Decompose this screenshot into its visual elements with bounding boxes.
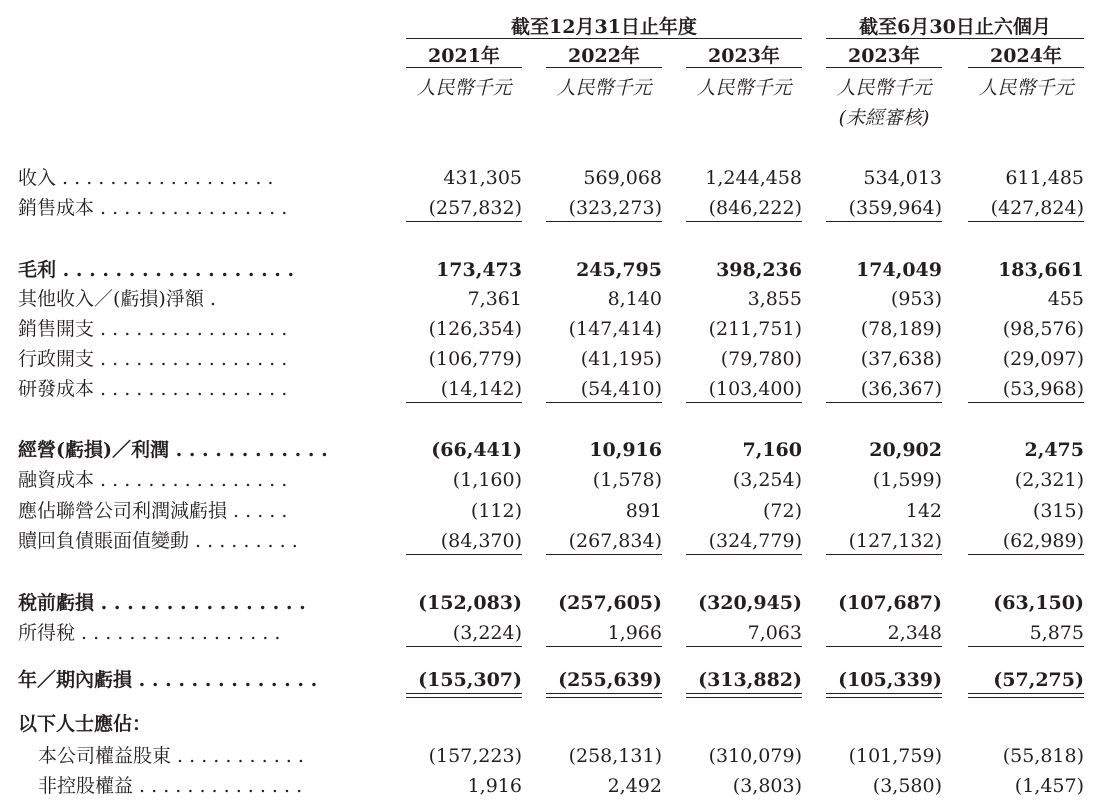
table-cell: 10,916 <box>589 439 662 461</box>
table-cell: (36,367) <box>860 378 942 400</box>
table-cell: 1,966 <box>607 622 662 644</box>
row-label-text: 融資成本 <box>18 469 95 491</box>
header-group-six-months-rule <box>826 38 1084 39</box>
table-cell: 431,305 <box>443 167 522 189</box>
row-label <box>18 287 216 311</box>
subtotal-underline <box>686 402 802 403</box>
subtotal-underline <box>546 554 662 555</box>
column-year-header: 2023年 <box>708 45 780 67</box>
subtotal-underline <box>406 402 522 403</box>
table-cell: 611,485 <box>1005 167 1084 189</box>
column-unit-note: (未經審核) <box>838 107 930 129</box>
column-year-header: 2021年 <box>428 45 500 67</box>
subtotal-underline <box>826 402 942 403</box>
row-label-text: 行政開支 <box>18 348 95 370</box>
row-leader-dots: . . . . . . . . . . . . . . . . . <box>75 622 281 644</box>
row-label <box>18 196 287 220</box>
table-cell: 8,140 <box>607 288 662 310</box>
table-cell: (98,576) <box>1002 318 1084 340</box>
table-cell: 142 <box>905 500 942 522</box>
table-cell: 7,063 <box>747 622 802 644</box>
subtotal-underline <box>686 646 802 647</box>
table-cell: 569,068 <box>583 167 662 189</box>
table-cell: (155,307) <box>418 669 522 691</box>
total-double-underline <box>826 693 942 698</box>
subtotal-underline <box>826 221 942 222</box>
header-group-six-months: 截至6月30日止六個月 <box>859 16 1051 38</box>
table-cell: (1,578) <box>592 469 662 491</box>
table-cell: (257,605) <box>558 592 662 614</box>
table-cell: 183,661 <box>998 259 1084 281</box>
table-cell: (1,160) <box>452 469 522 491</box>
table-cell: 534,013 <box>863 167 942 189</box>
table-cell: (157,223) <box>428 745 522 767</box>
row-label <box>18 499 287 523</box>
subtotal-underline <box>968 402 1084 403</box>
row-label <box>18 529 298 553</box>
table-cell: (29,097) <box>1002 348 1084 370</box>
column-header-rule <box>406 67 522 68</box>
table-cell: 7,160 <box>742 439 802 461</box>
table-cell: (315) <box>1032 500 1084 522</box>
table-cell: (63,150) <box>993 592 1084 614</box>
table-cell: 245,795 <box>576 259 662 281</box>
table-cell: 398,236 <box>716 259 802 281</box>
row-leader-dots: . . . . . . . . . . . <box>171 745 304 767</box>
table-cell: (106,779) <box>428 348 522 370</box>
column-unit: 人民幣千元 <box>978 77 1074 99</box>
table-cell: (127,132) <box>848 530 942 552</box>
row-leader-dots: . . . . . <box>227 500 288 522</box>
row-leader-dots: . . . . . . . . . . . . . . . . <box>94 469 288 491</box>
row-label-text: 銷售開支 <box>18 318 95 340</box>
subtotal-underline <box>406 646 522 647</box>
row-leader-dots: . <box>203 288 216 310</box>
table-cell: (3,803) <box>732 775 802 797</box>
column-unit: 人民幣千元 <box>836 77 932 99</box>
table-cell: (66,441) <box>431 439 522 461</box>
row-label <box>38 774 302 798</box>
row-leader-dots: . . . . . . . . . . . . . . . . <box>94 378 288 400</box>
subtotal-underline <box>968 554 1084 555</box>
table-cell: (313,882) <box>698 669 802 691</box>
row-label-text: 其他收入／(虧損)淨額 <box>18 288 204 310</box>
subtotal-underline <box>406 554 522 555</box>
row-leader-dots: . . . . . . . . . . . . . . . . . . <box>56 259 295 281</box>
row-label <box>18 621 280 645</box>
table-cell: (953) <box>890 288 942 310</box>
row-label-text: 收入 <box>18 167 57 189</box>
table-cell: 20,902 <box>869 439 942 461</box>
column-header-rule <box>826 67 942 68</box>
table-cell: (53,968) <box>1002 378 1084 400</box>
table-cell: 173,473 <box>436 259 522 281</box>
table-cell: (14,142) <box>440 378 522 400</box>
table-cell: (3,224) <box>452 622 522 644</box>
table-cell: (846,222) <box>708 197 802 219</box>
row-label <box>18 166 273 190</box>
row-leader-dots: . . . . . . . . . . . . . . . . <box>94 348 288 370</box>
row-leader-dots: . . . . . . . . . . . . . . <box>133 775 303 797</box>
subtotal-underline <box>686 221 802 222</box>
total-double-underline <box>546 693 662 698</box>
table-cell: 2,492 <box>607 775 662 797</box>
table-cell: 2,475 <box>1024 439 1084 461</box>
subtotal-underline <box>546 646 662 647</box>
table-cell: (359,964) <box>848 197 942 219</box>
row-label-text: 贖回負債賬面值變動 <box>18 530 190 552</box>
table-cell: (54,410) <box>580 378 662 400</box>
row-label <box>18 258 294 282</box>
table-cell: (1,457) <box>1014 775 1084 797</box>
row-label-text: 非控股權益 <box>38 775 134 797</box>
table-cell: 3,855 <box>747 288 802 310</box>
row-label <box>18 438 328 462</box>
row-leader-dots: . . . . . . . . . <box>189 530 298 552</box>
table-cell: (62,989) <box>1002 530 1084 552</box>
table-cell: (55,818) <box>1002 745 1084 767</box>
row-leader-dots: . . . . . . . . . . . . . . . . <box>94 318 288 340</box>
total-double-underline <box>968 693 1084 698</box>
table-cell: 1,916 <box>467 775 522 797</box>
row-leader-dots: . . . . . . . . . . . . . . . . <box>94 197 288 219</box>
column-year-header: 2024年 <box>990 45 1062 67</box>
column-unit: 人民幣千元 <box>416 77 512 99</box>
table-cell: (101,759) <box>848 745 942 767</box>
table-cell: (105,339) <box>838 669 942 691</box>
table-cell: (3,254) <box>732 469 802 491</box>
header-group-fiscal-year-rule <box>406 38 802 39</box>
column-unit: 人民幣千元 <box>556 77 652 99</box>
table-cell: 5,875 <box>1029 622 1084 644</box>
table-cell: (257,832) <box>428 197 522 219</box>
table-cell: (152,083) <box>418 592 522 614</box>
table-cell: 2,348 <box>887 622 942 644</box>
total-double-underline <box>686 693 802 698</box>
table-cell: (323,273) <box>568 197 662 219</box>
table-cell: (3,580) <box>872 775 942 797</box>
row-label-text: 研發成本 <box>18 378 95 400</box>
table-cell: (147,414) <box>568 318 662 340</box>
table-cell: 174,049 <box>856 259 942 281</box>
subtotal-underline <box>686 554 802 555</box>
row-label-text: 所得稅 <box>18 622 76 644</box>
subtotal-underline <box>546 402 662 403</box>
table-cell: 7,361 <box>467 288 522 310</box>
row-label-text: 本公司權益股東 <box>38 745 172 767</box>
subtotal-underline <box>546 221 662 222</box>
row-label-text: 稅前虧損 <box>18 592 95 614</box>
row-label-text: 銷售成本 <box>18 197 95 219</box>
row-leader-dots: . . . . . . . . . . . . . . . . <box>94 592 306 614</box>
table-cell: (78,189) <box>860 318 942 340</box>
table-cell: (427,824) <box>990 197 1084 219</box>
table-cell: (255,639) <box>558 669 662 691</box>
row-leader-dots: . . . . . . . . . . . . . . . . . . <box>56 167 274 189</box>
table-cell: (41,195) <box>580 348 662 370</box>
table-cell: 455 <box>1047 288 1084 310</box>
table-cell: (324,779) <box>708 530 802 552</box>
row-label <box>18 317 287 341</box>
table-cell: (267,834) <box>568 530 662 552</box>
row-label <box>38 744 304 768</box>
row-label-text: 年／期內虧損 <box>18 669 133 691</box>
table-cell: (310,079) <box>708 745 802 767</box>
subtotal-underline <box>826 554 942 555</box>
table-cell: (258,131) <box>568 745 662 767</box>
table-cell: 1,244,458 <box>705 167 802 189</box>
table-cell: (2,321) <box>1014 469 1084 491</box>
table-cell: 891 <box>625 500 662 522</box>
header-group-fiscal-year: 截至12月31日止年度 <box>511 16 697 38</box>
row-label <box>18 377 287 401</box>
row-label <box>18 468 287 492</box>
subtotal-underline <box>968 221 1084 222</box>
table-cell: (112) <box>470 500 522 522</box>
table-cell: (72) <box>762 500 802 522</box>
table-cell: (57,275) <box>993 669 1084 691</box>
column-year-header: 2023年 <box>848 45 920 67</box>
row-label <box>18 347 287 371</box>
subtotal-underline <box>406 221 522 222</box>
table-cell: (37,638) <box>860 348 942 370</box>
row-label-text: 毛利 <box>18 259 57 281</box>
table-cell: (84,370) <box>440 530 522 552</box>
table-cell: (107,687) <box>838 592 942 614</box>
row-label <box>18 712 151 736</box>
row-label <box>18 591 306 615</box>
table-cell: (126,354) <box>428 318 522 340</box>
row-leader-dots: . . . . . . . . . . . . . . <box>132 669 318 691</box>
table-cell: (103,400) <box>708 378 802 400</box>
table-cell: (1,599) <box>872 469 942 491</box>
row-label-text: 經營(虧損)／利潤 <box>18 439 169 461</box>
column-header-rule <box>546 67 662 68</box>
column-header-rule <box>968 67 1084 68</box>
row-leader-dots: . . . . . . . . . . . . <box>168 439 328 461</box>
table-cell: (320,945) <box>698 592 802 614</box>
row-label-text: 應佔聯營公司利潤減虧損 <box>18 500 228 522</box>
subtotal-underline <box>826 646 942 647</box>
row-label <box>18 668 317 692</box>
column-header-rule <box>686 67 802 68</box>
row-label-text: 以下人士應佔： <box>18 713 152 735</box>
total-double-underline <box>406 693 522 698</box>
column-year-header: 2022年 <box>568 45 640 67</box>
table-cell: (79,780) <box>720 348 802 370</box>
table-cell: (211,751) <box>708 318 802 340</box>
column-unit: 人民幣千元 <box>696 77 792 99</box>
subtotal-underline <box>968 646 1084 647</box>
